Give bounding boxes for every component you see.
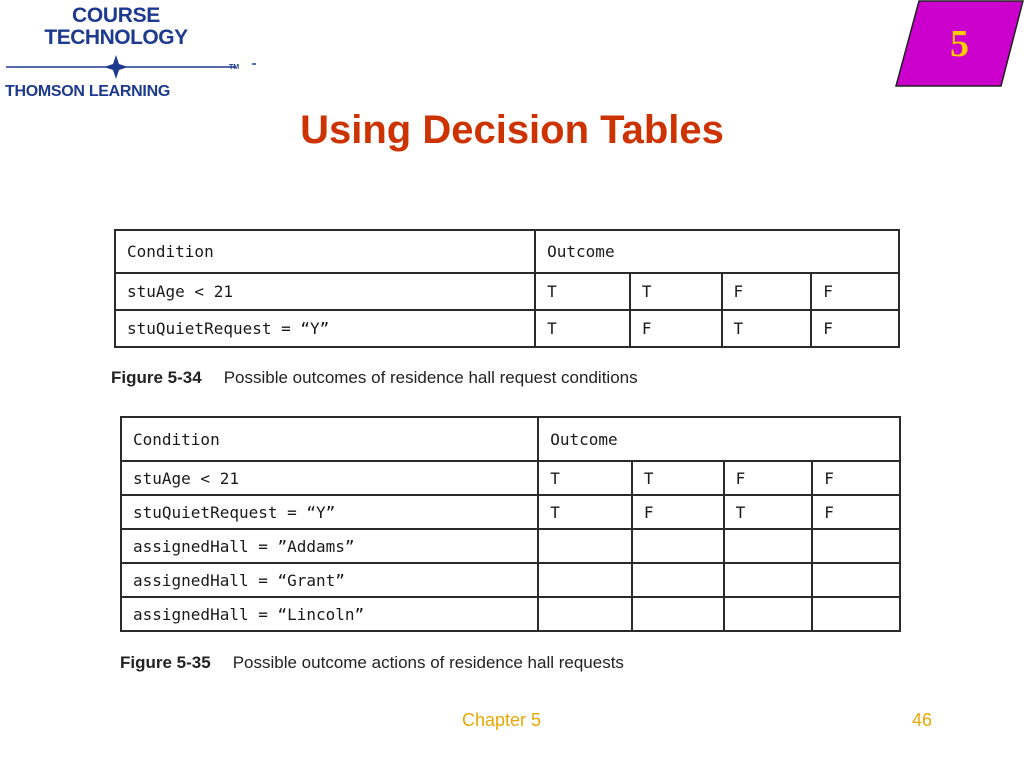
outcome-cell: F xyxy=(812,461,900,495)
slide-title: Using Decision Tables xyxy=(300,108,724,152)
figure-caption-text: Possible outcomes of residence hall request conditions xyxy=(223,368,638,387)
outcome-cell xyxy=(724,597,813,631)
condition-cell: stuAge < 21 xyxy=(115,273,535,310)
condition-cell: stuQuietRequest = “Y” xyxy=(121,495,538,529)
footer-chapter: Chapter 5 xyxy=(462,710,542,730)
outcome-cell: T xyxy=(632,461,724,495)
table-header-row xyxy=(121,417,900,461)
figure-caption-5-35 xyxy=(120,653,624,673)
outcome-cell: F xyxy=(811,310,899,347)
outcome-cell xyxy=(538,597,632,631)
table-row xyxy=(121,529,900,563)
condition-cell: assignedHall = “Lincoln” xyxy=(121,597,538,631)
figure-caption-5-34 xyxy=(111,368,638,388)
chapter-badge xyxy=(895,0,1024,88)
outcome-cell xyxy=(812,563,900,597)
logo-trademark: TM xyxy=(229,64,240,71)
table-row xyxy=(121,563,900,597)
footer-page-number: 46 xyxy=(912,710,933,730)
condition-cell: assignedHall = ”Addams” xyxy=(121,529,538,563)
logo-line-thomson: THOMSON LEARNING xyxy=(5,83,170,100)
outcome-cell: F xyxy=(812,495,900,529)
logo-star-rule-icon xyxy=(0,55,262,79)
outcome-cell xyxy=(632,563,724,597)
outcome-cell: F xyxy=(724,461,813,495)
header-outcome: Outcome xyxy=(535,230,899,273)
outcome-cell xyxy=(632,529,724,563)
outcome-cell: T xyxy=(724,495,813,529)
publisher-logo xyxy=(0,0,262,110)
decision-table-conditions xyxy=(114,229,900,348)
outcome-cell: T xyxy=(630,273,722,310)
condition-cell: stuAge < 21 xyxy=(121,461,538,495)
outcome-cell xyxy=(724,563,813,597)
outcome-cell xyxy=(632,597,724,631)
table-row xyxy=(121,461,900,495)
outcome-cell: T xyxy=(538,495,632,529)
logo-line-technology: TECHNOLOGY xyxy=(44,26,188,49)
outcome-cell xyxy=(812,597,900,631)
outcome-cell: T xyxy=(535,310,630,347)
outcome-cell: F xyxy=(630,310,722,347)
outcome-cell: T xyxy=(722,310,812,347)
figure-caption-text: Possible outcome actions of residence hall requests xyxy=(232,653,624,672)
chapter-number: 5 xyxy=(950,23,969,65)
outcome-cell xyxy=(538,529,632,563)
table-row xyxy=(121,597,900,631)
table-header-row xyxy=(115,230,899,273)
header-condition: Condition xyxy=(115,230,535,273)
header-condition: Condition xyxy=(121,417,538,461)
decision-table-actions xyxy=(120,416,901,632)
table-row xyxy=(115,273,899,310)
outcome-cell xyxy=(812,529,900,563)
outcome-cell xyxy=(724,529,813,563)
figure-number: Figure 5-34 xyxy=(111,368,202,387)
outcome-cell xyxy=(538,563,632,597)
header-outcome: Outcome xyxy=(538,417,900,461)
table-row xyxy=(121,495,900,529)
outcome-cell: F xyxy=(632,495,724,529)
outcome-cell: T xyxy=(538,461,632,495)
outcome-cell: F xyxy=(722,273,812,310)
condition-cell: stuQuietRequest = “Y” xyxy=(115,310,535,347)
figure-number: Figure 5-35 xyxy=(120,653,211,672)
logo-line-course: COURSE xyxy=(71,4,161,27)
outcome-cell: F xyxy=(811,273,899,310)
table-row xyxy=(115,310,899,347)
outcome-cell: T xyxy=(535,273,630,310)
condition-cell: assignedHall = “Grant” xyxy=(121,563,538,597)
